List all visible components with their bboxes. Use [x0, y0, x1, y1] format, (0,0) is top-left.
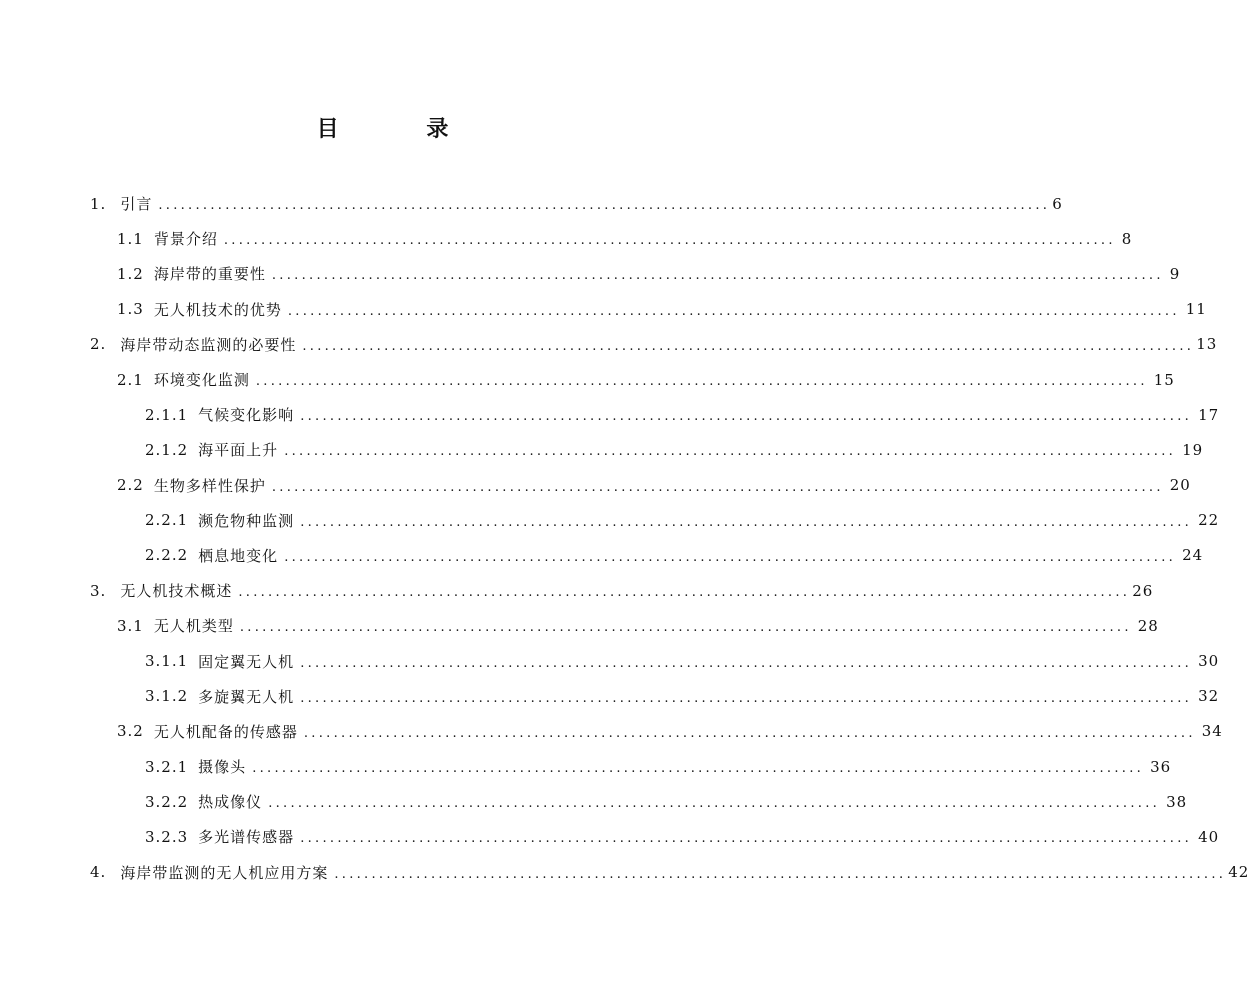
toc-entry-label: 多光谱传感器: [198, 828, 295, 847]
toc-entry[interactable]: [0, 468, 1191, 503]
toc-dot-leader: ........................................................................................................................: [300, 690, 1193, 706]
toc-entry[interactable]: [0, 362, 1175, 397]
toc-dot-leader: ........................................................................................................................: [158, 198, 1051, 214]
toc-entry-number: 3.1.1: [145, 652, 189, 671]
toc-entry[interactable]: [0, 503, 1220, 538]
toc-entry[interactable]: [0, 397, 1220, 432]
toc-entry-label: 无人机技术概述: [120, 582, 233, 601]
toc-entry-label: 环境变化监测: [153, 371, 250, 390]
toc-entry[interactable]: [0, 573, 1154, 608]
toc-entry-label: 海岸带监测的无人机应用方案: [120, 863, 329, 882]
toc-entry[interactable]: [0, 432, 1204, 467]
toc-entry[interactable]: [0, 538, 1204, 573]
toc-entry-number: 3.2.3: [145, 827, 189, 846]
toc-entry-number: 2.1.2: [145, 440, 189, 459]
toc-entry-page: 26: [1132, 581, 1154, 600]
toc-entry-label: 海岸带的重要性: [153, 265, 266, 284]
toc-entry-number: 4.: [90, 863, 107, 882]
toc-entry-number: 1.2: [117, 264, 144, 283]
toc-entry-page: 19: [1182, 440, 1204, 459]
toc-dot-leader: ........................................................................................................................: [268, 796, 1161, 812]
toc-dot-leader: ........................................................................................................................: [252, 761, 1145, 777]
toc-entry-number: 1.3: [117, 300, 144, 319]
toc-entry-number: 2.2.2: [145, 546, 189, 565]
toc-entry-label: 固定翼无人机: [198, 652, 295, 671]
toc-dot-leader: ........................................................................................................................: [287, 303, 1180, 319]
toc-entry[interactable]: [0, 221, 1133, 256]
toc-dot-leader: ........................................................................................................................: [300, 409, 1193, 425]
toc-dot-leader: ........................................................................................................................: [239, 620, 1132, 636]
toc-entry-number: 1.: [90, 194, 107, 213]
toc-dot-leader: ........................................................................................................................: [300, 655, 1193, 671]
toc-entry-label: 引言: [120, 195, 153, 214]
toc-entry-page: 30: [1198, 652, 1220, 671]
toc-entry-number: 3.2: [117, 722, 144, 741]
toc-dot-leader: ........................................................................................................................: [300, 514, 1193, 530]
toc-entry-page: 42: [1228, 863, 1249, 882]
toc-dot-leader: ........................................................................................................................: [271, 268, 1164, 284]
toc-dot-leader: ........................................................................................................................: [300, 831, 1193, 847]
toc-entry-page: 20: [1169, 476, 1191, 495]
toc-entry[interactable]: [0, 327, 1218, 362]
toc-entry-label: 多旋翼无人机: [198, 687, 295, 706]
toc-entry-page: 36: [1150, 757, 1172, 776]
toc-dot-leader: ........................................................................................................................: [334, 866, 1227, 882]
toc-entry[interactable]: [0, 186, 1063, 221]
toc-entry-label: 气候变化影响: [198, 406, 295, 425]
toc-dot-leader: ........................................................................................................................: [223, 233, 1116, 249]
toc-entry-number: 3.2.1: [145, 757, 189, 776]
toc-entry[interactable]: [0, 855, 1249, 890]
toc-dot-leader: ........................................................................................................................: [303, 725, 1196, 741]
toc-entry[interactable]: [0, 714, 1223, 749]
toc-entry-page: 24: [1182, 546, 1204, 565]
toc-entry-label: 生物多样性保护: [153, 476, 266, 495]
toc-entry-page: 15: [1153, 370, 1175, 389]
toc-entry[interactable]: [0, 679, 1220, 714]
toc-entry[interactable]: [0, 784, 1188, 819]
toc-entry-label: 海岸带动态监测的必要性: [120, 335, 297, 354]
toc-entry-page: 34: [1201, 722, 1223, 741]
toc-entry-page: 11: [1185, 300, 1207, 319]
toc-dot-leader: ........................................................................................................................: [284, 444, 1177, 460]
toc-entry[interactable]: [0, 256, 1181, 291]
toc-entry-label: 濒危物种监测: [198, 511, 295, 530]
toc-entry-page: 32: [1198, 687, 1220, 706]
toc-entry-number: 3.1: [117, 616, 144, 635]
toc-entry-page: 28: [1137, 616, 1159, 635]
page-title: 目 录: [316, 117, 489, 142]
toc-entry-number: 2.2: [117, 476, 144, 495]
toc-entry-number: 2.1: [117, 370, 144, 389]
toc-entry-page: 40: [1198, 827, 1220, 846]
table-of-contents: [0, 186, 1249, 890]
toc-dot-leader: ........................................................................................................................: [255, 374, 1148, 390]
toc-dot-leader: ........................................................................................................................: [238, 585, 1131, 601]
toc-entry-label: 栖息地变化: [198, 546, 279, 565]
toc-entry[interactable]: [0, 819, 1220, 854]
toc-entry-label: 无人机类型: [153, 617, 234, 636]
toc-entry-label: 海平面上升: [198, 441, 279, 460]
toc-dot-leader: ........................................................................................................................: [302, 338, 1195, 354]
toc-entry-page: 38: [1166, 792, 1188, 811]
toc-entry-page: 17: [1198, 405, 1220, 424]
toc-entry[interactable]: [0, 643, 1220, 678]
toc-entry-number: 2.: [90, 335, 107, 354]
toc-entry[interactable]: [0, 608, 1159, 643]
toc-entry[interactable]: [0, 749, 1172, 784]
toc-dot-leader: ........................................................................................................................: [271, 479, 1164, 495]
toc-entry-page: 8: [1121, 229, 1133, 248]
toc-dot-leader: ........................................................................................................................: [284, 549, 1177, 565]
toc-entry-number: 3.: [90, 581, 107, 600]
toc-entry[interactable]: [0, 292, 1207, 327]
toc-entry-page: 13: [1196, 335, 1218, 354]
toc-entry-number: 2.1.1: [145, 405, 189, 424]
toc-entry-label: 无人机技术的优势: [153, 300, 282, 319]
toc-entry-label: 无人机配备的传感器: [153, 722, 298, 741]
toc-entry-label: 热成像仪: [198, 793, 263, 812]
toc-entry-label: 背景介绍: [153, 230, 218, 249]
toc-entry-number: 1.1: [117, 229, 144, 248]
toc-entry-number: 2.2.1: [145, 511, 189, 530]
toc-entry-number: 3.2.2: [145, 792, 189, 811]
toc-entry-page: 22: [1198, 511, 1220, 530]
toc-entry-label: 摄像头: [198, 758, 247, 777]
toc-entry-page: 6: [1052, 194, 1063, 213]
toc-entry-page: 9: [1169, 264, 1181, 283]
toc-entry-number: 3.1.2: [145, 687, 189, 706]
